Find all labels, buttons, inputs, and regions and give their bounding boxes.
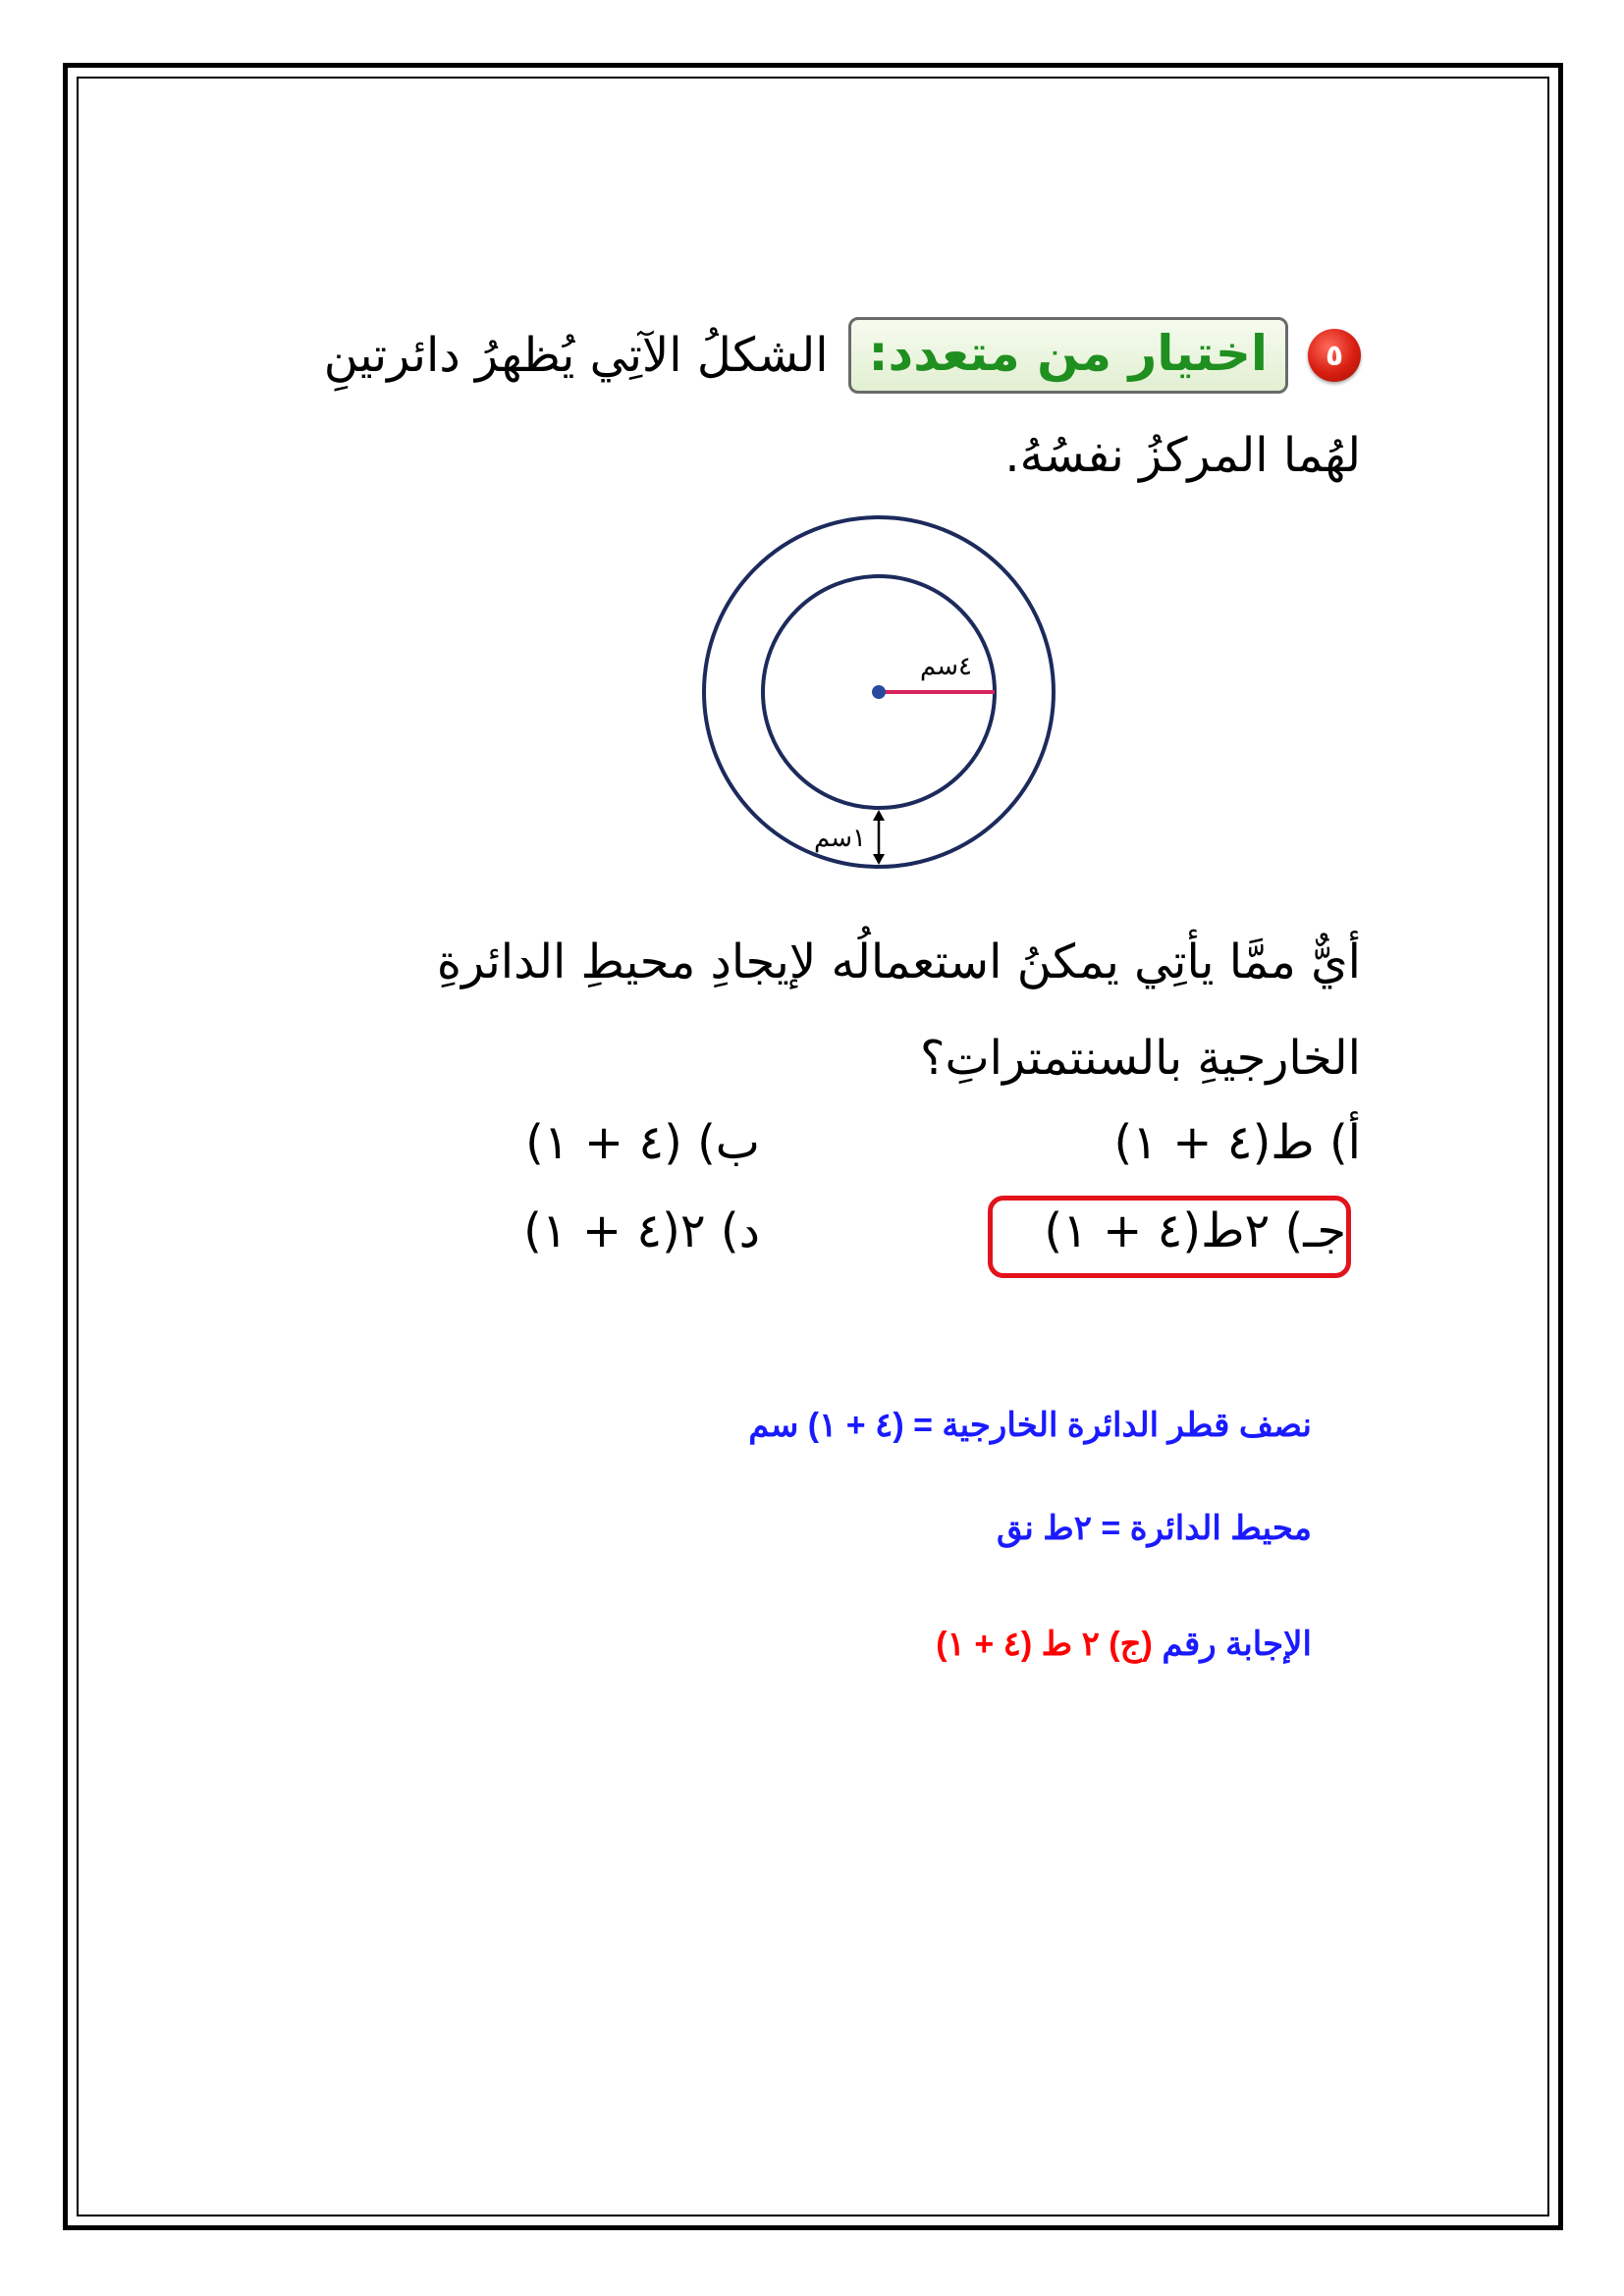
inner-radius-label: ٤سم <box>919 652 972 681</box>
gap-arrow-head-top <box>873 810 885 821</box>
choice-a[interactable]: أ) ط(٤ + ١) <box>1113 1115 1361 1170</box>
choice-c[interactable]: جـ) ٢ط(٤ + ١) <box>1044 1203 1346 1258</box>
question-number-badge: ٥ <box>1308 329 1361 382</box>
prompt-line1: أيٌّ ممَّا يأتِي يمكنُ استعمالُه لإيجادِ محيطِ الدائرةِ <box>436 934 1361 989</box>
multiple-choice-tag: اختيار من متعدد: <box>848 317 1288 394</box>
question-header <box>281 316 1361 395</box>
gap-label: ١سم <box>813 824 866 853</box>
solution-line1: نصف قطر الدائرة الخارجية = (٤ + ١) سم <box>748 1407 1312 1444</box>
choice-b[interactable]: ب) (٤ + ١) <box>525 1115 760 1170</box>
solution-line2: محيط الدائرة = ٢ط نق <box>996 1510 1312 1547</box>
prompt-line2: الخارجيةِ بالسنتمتراتِ؟ <box>919 1031 1361 1086</box>
concentric-circles-figure <box>697 506 1070 888</box>
answer-value: (ج) ٢ ط (٤ + ١) <box>936 1626 1153 1663</box>
answer-label: الإجابة رقم <box>1162 1626 1312 1663</box>
question-text-line1: الشكلُ الآتِي يُظهرُ دائرتينِ <box>323 328 829 383</box>
choice-d[interactable]: د) ٢(٤ + ١) <box>523 1203 760 1258</box>
center-point <box>872 685 886 699</box>
question-text-line2: لهُما المركزُ نفسُهُ. <box>1004 428 1361 483</box>
gap-arrow-head-bottom <box>873 854 885 865</box>
solution-answer <box>936 1623 1312 1666</box>
